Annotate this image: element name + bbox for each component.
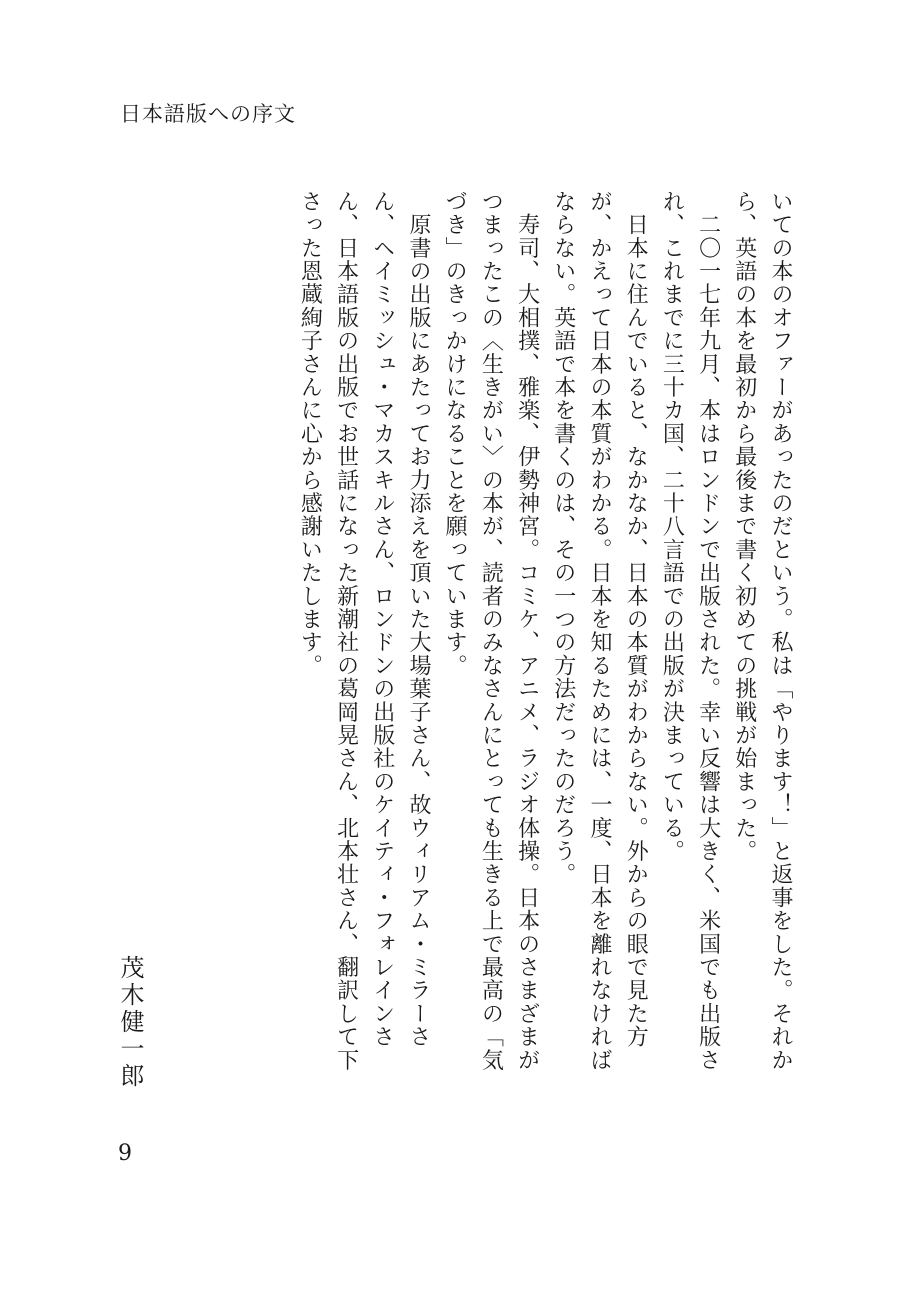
paragraph: 二〇一七年九月、本はロンドンで出版された。幸い反響は大きく、米国でも出版され、これまでに三十カ国、二十八言語での出版が決まっている。 [659,190,721,1072]
author-signature: 茂木健一郎 [116,955,144,1090]
body-text [194,190,798,1090]
paragraph: 原書の出版にあたってお力添えを頂いた大場葉子さん、故ウィリアム・ミラーさん、ヘイミッシュ・マカスキルさん、ロンドンの出版社のケイティ・フォレインさん、日本語版の出版でお世話になった新潮社の葛岡晃さん、北本壮さん、翻訳して下さった恩蔵絢子さんに心から感謝いたします。 [297,190,431,1072]
paragraph: 寿司、大相撲、雅楽、伊勢神宮。コミケ、アニメ、ラジオ体操。日本のさまざまがつまったこの〈生きがい〉の本が、読者のみなさんにとっても生きる上で最高の「気づき」のきっかけになることを願っています。 [442,190,540,1072]
paragraph: 日本に住んでいると、なかなか、日本の本質がわからない。外からの眼で見た方が、かえって日本の本質がわかる。日本を知るためには、一度、日本を離れなければならない。英語で本を書くのは、その一つの方法だったのだろう。 [550,190,649,1072]
running-head: 日本語版への序文 [120,102,296,126]
paragraph: いての本のオファーがあったのだという。私は「やります！」と返事をした。それから、英語の本を最初から最後まで書く初めての挑戦が始まった。 [731,190,793,1072]
page-number: 9 [118,1141,132,1166]
